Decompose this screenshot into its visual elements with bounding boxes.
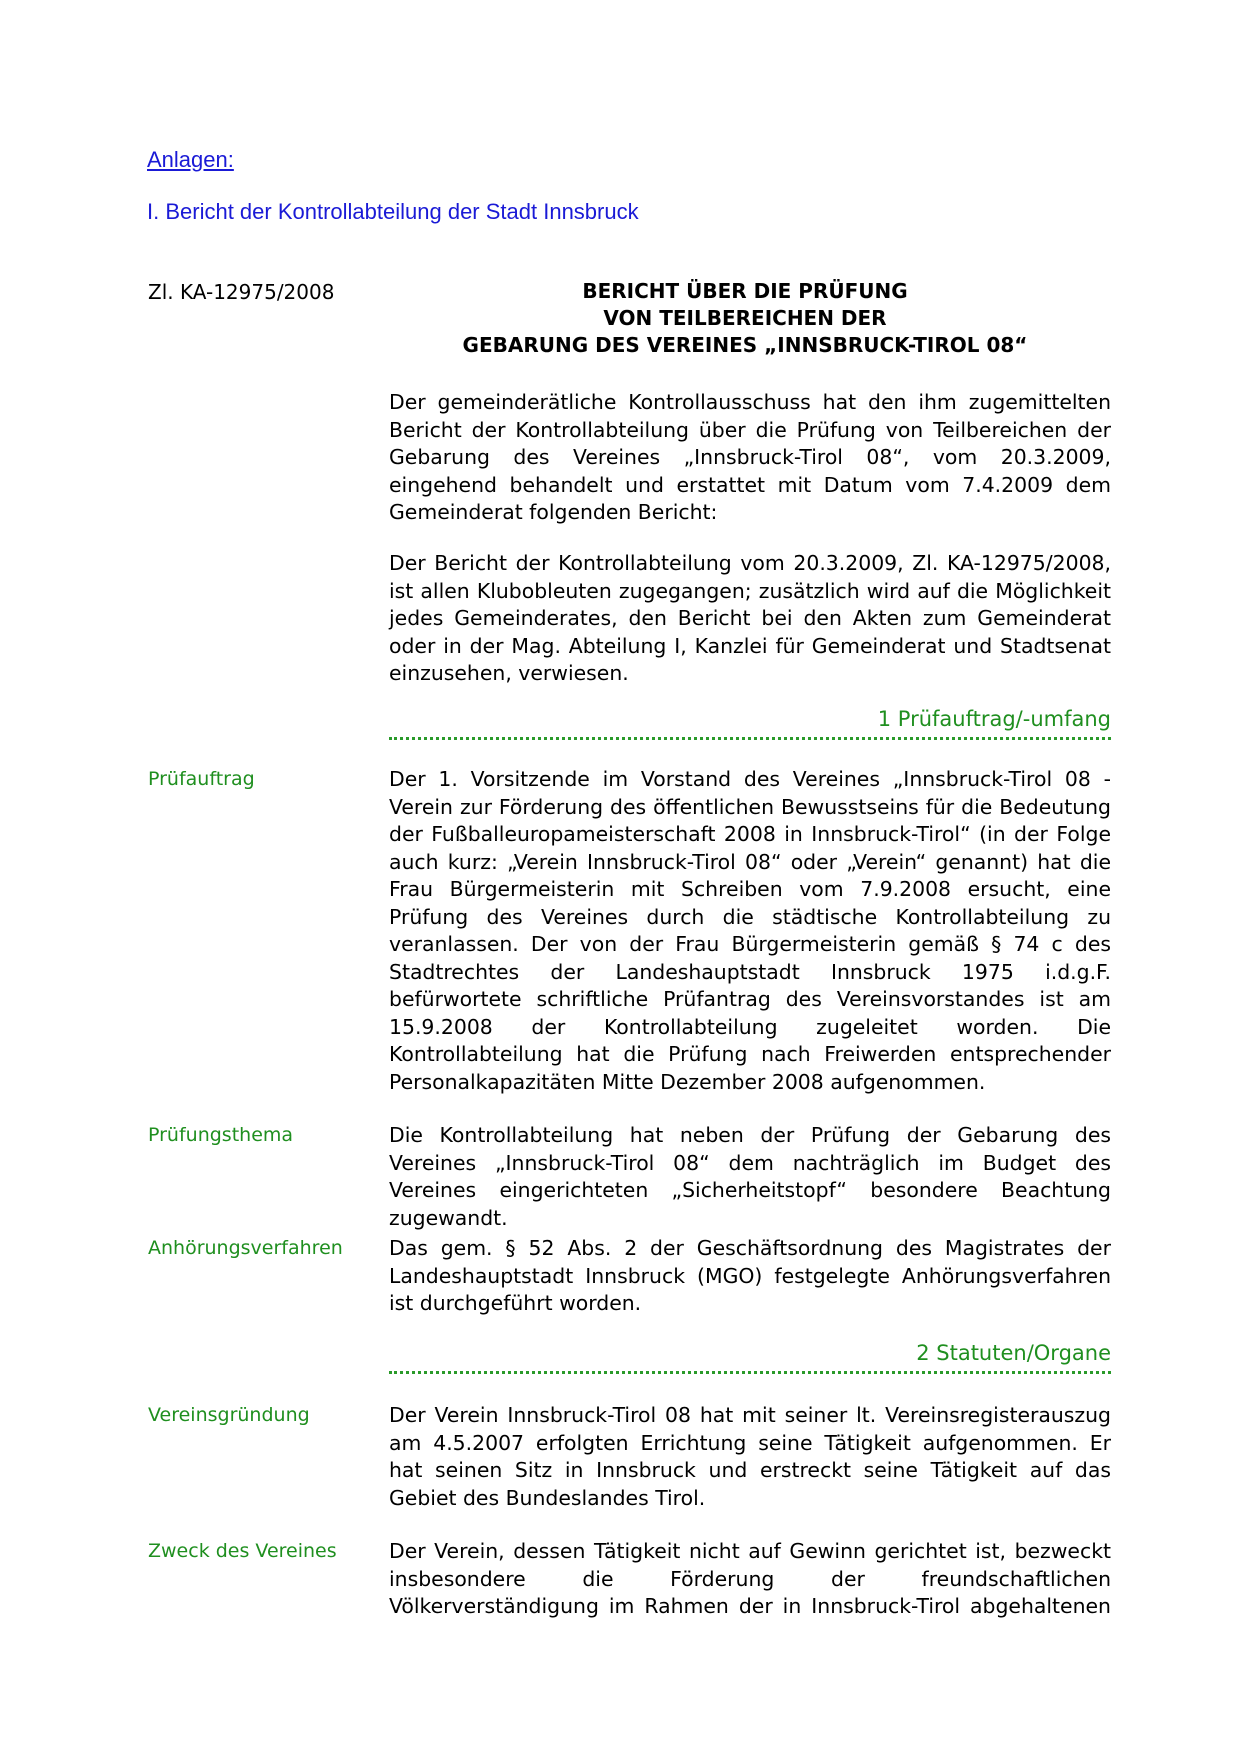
intro-paragraph-2: Der Bericht der Kontrollabteilung vom 20.3.2009, Zl. KA-12975/2008, ist allen Klubobleuten zugegangen; zusätzlich wird auf die Möglichkeit jedes Gemeinderates, den Bericht bei den Akten zum Gemeinderat oder in der Mag. Abteilung I, Kanzlei für Gemeinderat und Stadtsenat einzusehen, verwiesen. xyxy=(389,551,1111,685)
bericht-link[interactable]: I. Bericht der Kontrollabteilung der Stadt Innsbruck xyxy=(147,199,639,224)
report-title xyxy=(430,278,1060,359)
section-heading-statuten: 2 Statuten/Organe xyxy=(389,1341,1111,1374)
intro-paragraph-1: Der gemeinderätliche Kontrollausschuss hat den ihm zugemittelten Bericht der Kontrollabteilung über die Prüfung von Teilbereichen der Gebarung des Vereines „Innsbruck-Tirol 08“, vom 20.3.2009, eingehend behandelt und erstattet mit Datum vom 7.4.2009 dem Gemeinderat folgenden Bericht: xyxy=(389,390,1111,524)
pruefauftrag-paragraph: Der 1. Vorsitzende im Vorstand des Vereines „Innsbruck-Tirol 08 - Verein zur Förderung des öffentlichen Bewusstseins für die Bedeutung der Fußballeuropameisterschaft 2008 in Innsbruck-Tirol“ (in der Folge auch kurz: „Verein Innsbruck-Tirol 08“ oder „Verein“ genannt) hat die Frau Bürgermeisterin mit Schreiben vom 7.9.2008 ersucht, eine Prüfung des Vereines durch die städtische Kontrollabteilung zu veranlassen. Der von der Frau Bürgermeisterin gemäß § 74 c des Stadtrechtes der Landeshauptstadt Innsbruck 1975 i.d.g.F. befürwortete schriftliche Prüfantrag des Vereinsvorstandes ist am 15.9.2008 der Kontrollabteilung zugeleitet worden. Die Kontrollabteilung hat die Prüfung nach Freiwerden entsprechender Personalkapazitäten Mitte Dezember 2008 aufgenommen. xyxy=(389,767,1111,1094)
anlagen-link[interactable]: Anlagen: xyxy=(147,147,234,172)
title-line-2: VON TEILBEREICHEN DER xyxy=(603,306,887,330)
margin-label-zweck: Zweck des Vereines xyxy=(148,1540,337,1562)
reference-number: Zl. KA-12975/2008 xyxy=(148,280,335,304)
margin-label-pruefauftrag: Prüfauftrag xyxy=(148,768,255,790)
title-line-1: BERICHT ÜBER DIE PRÜFUNG xyxy=(582,279,908,303)
title-line-3: GEBARUNG DES VEREINES „INNSBRUCK-TIROL 08“ xyxy=(462,333,1028,357)
margin-label-anhoerungsverfahren: Anhörungsverfahren xyxy=(148,1237,343,1259)
anhoerungsverfahren-paragraph: Das gem. § 52 Abs. 2 der Geschäftsordnung des Magistrates der Landeshauptstadt Innsbruck (MGO) festgelegte Anhörungsverfahren ist durchgeführt worden. xyxy=(389,1236,1111,1315)
pruefungsthema-paragraph: Die Kontrollabteilung hat neben der Prüfung der Gebarung des Vereines „Innsbruck-Tirol 08“ dem nachträglich im Budget des Vereines eingerichteten „Sicherheitstopf“ besondere Beachtung zugewandt. xyxy=(389,1123,1111,1230)
margin-label-pruefungsthema: Prüfungsthema xyxy=(148,1124,294,1146)
zweck-paragraph: Der Verein, dessen Tätigkeit nicht auf Gewinn gerichtet ist, bezweckt insbesondere die Förderung der freundschaftlichen Völkerverständigung im Rahmen der in Innsbruck-Tirol abgehaltenen xyxy=(389,1539,1111,1618)
section-heading-pruefauftrag: 1 Prüfauftrag/-umfang xyxy=(389,707,1111,740)
margin-label-vereinsgruendung: Vereinsgründung xyxy=(148,1404,310,1426)
vereinsgruendung-paragraph: Der Verein Innsbruck-Tirol 08 hat mit seiner lt. Vereinsregisterauszug am 4.5.2007 erfolgten Errichtung seine Tätigkeit aufgenommen. Er hat seinen Sitz in Innsbruck und erstreckt seine Tätigkeit auf das Gebiet des Bundeslandes Tirol. xyxy=(389,1403,1111,1510)
